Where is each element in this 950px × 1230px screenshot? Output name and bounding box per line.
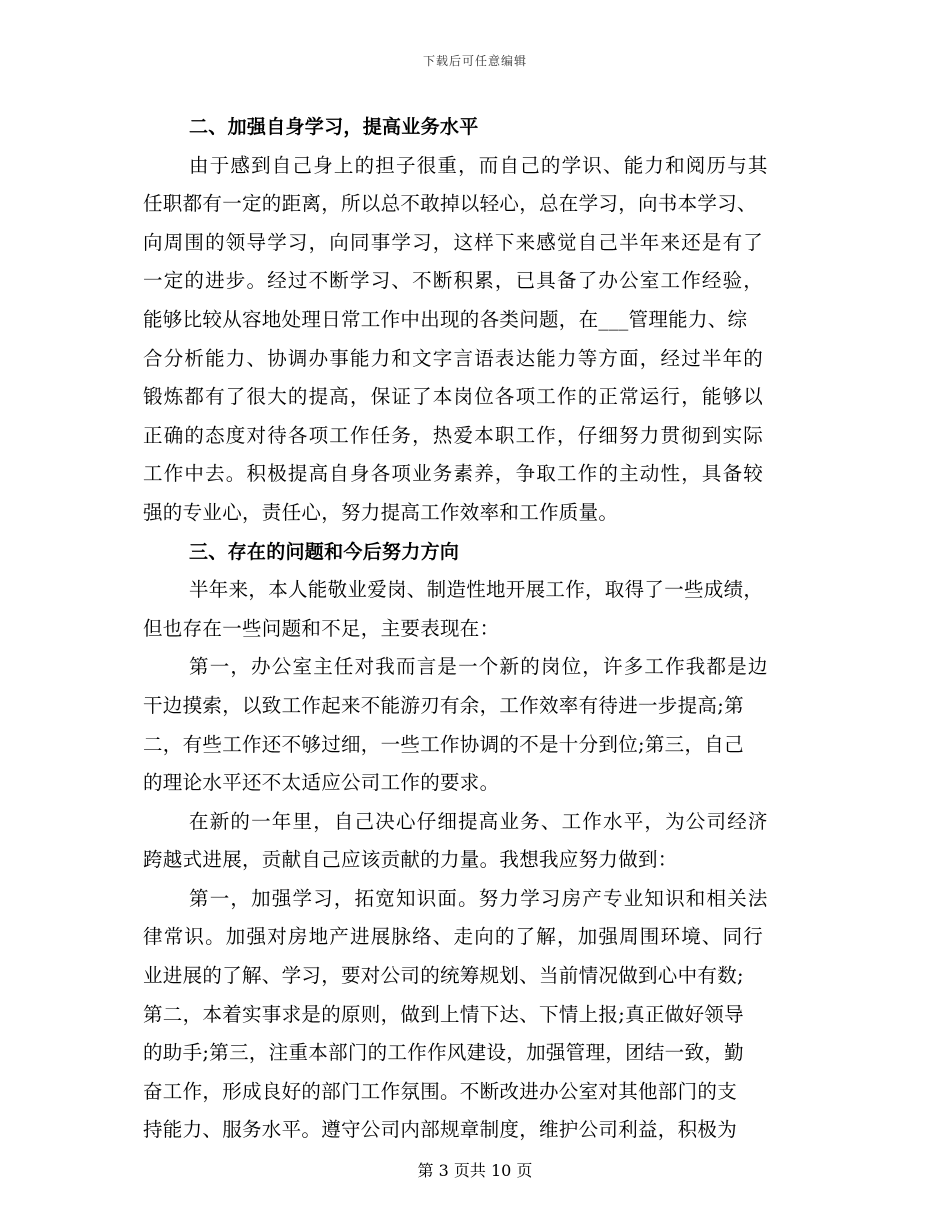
paragraph-line: 奋工作，形成良好的部门工作氛围。不断改进办公室对其他部门的支 (143, 1079, 738, 1103)
paragraph-line: 持能力、服务水平。遵守公司内部规章制度，维护公司利益，积极为 (143, 1118, 738, 1142)
paragraph-line: 半年来，本人能敬业爱岗、制造性地开展工作，取得了一些成绩， (189, 578, 764, 602)
paragraph-line: 二，有些工作还不够过细，一些工作协调的不是十分到位;第三，自己 (143, 732, 744, 756)
section-heading-2: 二、加强自身学习，提高业务水平 (189, 116, 479, 138)
paragraph-line: 的助手;第三，注重本部门的工作作风建设，加强管理，团结一致，勤 (143, 1041, 744, 1065)
paragraph-line: 的理论水平还不太适应公司工作的要求。 (143, 771, 500, 795)
paragraph-line: 干边摸索，以致工作起来不能游刃有余，工作效率有待进一步提高;第 (143, 693, 744, 717)
paragraph-line: 第二，本着实事求是的原则，做到上情下达、下情上报;真正做好领导 (143, 1002, 744, 1026)
paragraph-line: 合分析能力、协调办事能力和文字言语表达能力等方面，经过半年的 (143, 346, 765, 370)
paragraph-line: 向周围的领导学习，向同事学习，这样下来感觉自己半年来还是有了 (143, 230, 765, 254)
paragraph-line: 一定的进步。经过不断学习、不断积累，已具备了办公室工作经验， (143, 269, 765, 293)
paragraph-line: 能够比较从容地处理日常工作中出现的各类问题，在___管理能力、综 (143, 307, 748, 331)
paragraph-line: 业进展的了解、学习，要对公司的统筹规划、当前情况做到心中有数; (143, 964, 744, 988)
page-number-footer: 第 3 页共 10 页 (417, 1161, 533, 1180)
paragraph-line: 跨越式进展，贡献自己应该贡献的力量。我想我应努力做到： (143, 848, 678, 872)
paragraph-line: 正确的态度对待各项工作任务，热爱本职工作，仔细努力贯彻到实际 (143, 423, 765, 447)
paragraph-line: 锻炼都有了很大的提高，保证了本岗位各项工作的正常运行，能够以 (143, 385, 765, 409)
section-heading-3: 三、存在的问题和今后努力方向 (189, 540, 460, 563)
paragraph-line: 第一，加强学习，拓宽知识面。努力学习房产专业知识和相关法 (189, 886, 769, 910)
paragraph-line: 由于感到自己身上的担子很重，而自己的学识、能力和阅历与其 (189, 153, 769, 177)
paragraph-line: 强的专业心，责任心，努力提高工作效率和工作质量。 (143, 500, 619, 524)
paragraph-line: 任职都有一定的距离，所以总不敢掉以轻心，总在学习，向书本学习、 (143, 192, 757, 216)
paragraph-line: 但也存在一些问题和不足，主要表现在： (143, 616, 500, 640)
page-header-note: 下载后可任意编辑 (422, 54, 527, 68)
paragraph-line: 律常识。加强对房地产进展脉络、走向的了解，加强周围环境、同行 (143, 925, 765, 949)
document-body (143, 108, 808, 1150)
paragraph-line: 在新的一年里，自己决心仔细提高业务、工作水平，为公司经济 (189, 809, 769, 833)
paragraph-line: 工作中去。积极提高自身各项业务素养，争取工作的主动性，具备较 (143, 462, 765, 486)
paragraph-line: 第一，办公室主任对我而言是一个新的岗位，许多工作我都是边 (189, 655, 769, 679)
